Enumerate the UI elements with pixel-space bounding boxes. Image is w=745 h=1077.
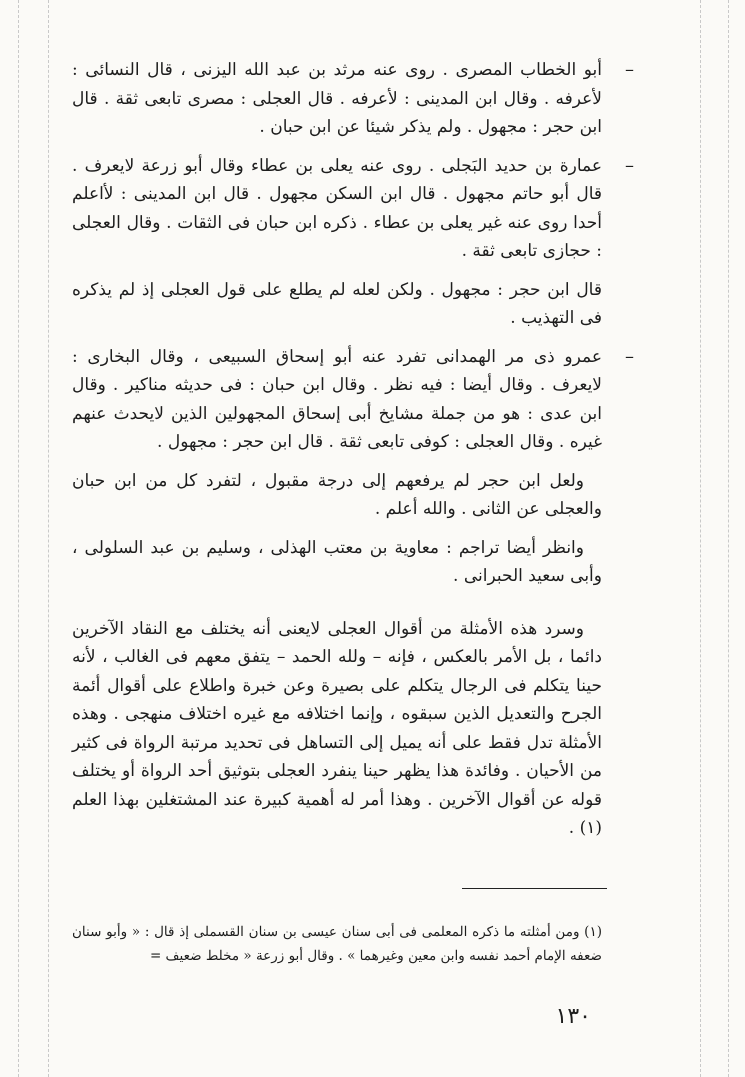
entry-text: عمرو ذى مر الهمدانى تفرد عنه أبو إسحاق السبيعى ، وقال البخارى : لايعرف . وقال أيضا : فيه نظر . وقال ابن حبان : فى حديثه مناكير . وقال ابن عدى : هو من جملة مشايخ أبى إسحاق المجهولين الذين لايحدث عنهم غيره . وقال العجلى : كوفى تابعى ثقة . قال ابن حجر : مجهول . <box>72 346 602 452</box>
scan-guide-line <box>48 0 49 1077</box>
entry-dash: – <box>625 345 634 367</box>
paragraph-ibn-hajar-note: قال ابن حجر : مجهول . ولكن لعله لم يطلع على قول العجلى إذ لم يذكره فى التهذيب . <box>72 279 602 328</box>
entry-text: أبو الخطاب المصرى . روى عنه مرثد بن عبد الله اليزنى ، قال النسائى : لأعرفه . وقال ابن المدينى : لأعرفه . قال العجلى : مصرى تابعى ثقة . قال ابن حجر : مجهول . ولم يذكر شيئا عن ابن حبان . <box>72 60 602 137</box>
paragraph-see-also: وانظر أيضا تراجم : معاوية بن معتب الهذلى ، وسليم بن عبد السلولى ، وأبى سعيد الحبرانى . <box>72 537 602 586</box>
footnote: (١) ومن أمثلته ما ذكره المعلمى فى أبى سنان عيسى بن سنان القسملى إذ قال : « وأبو سنان ضعفه الإمام أحمد نفسه وابن معين وغيرهما » . وقال أبو زرعة « مخلط ضعيف = <box>72 924 602 964</box>
entry-umara-bin-hadid <box>72 152 634 266</box>
entry-abu-al-khattab <box>72 56 634 142</box>
scan-guide-line <box>18 0 19 1077</box>
paragraph-main-discussion: وسرد هذه الأمثلة من أقوال العجلى لايعنى أنه يختلف مع النقاد الآخرين دائما ، بل الأمر بالعكس ، فإنه – ولله الحمد – يتفق معهم فى الغالب ، لأنه حينا يتكلم فى الرجال يتكلم على بصيرة وعن خبرة واطلاع على أقوال أئمة الجرح والتعديل الذين سبقوه ، وإنما اختلافه مع غيره اختلاف منهجى . وهذه الأمثلة تدل فقط على أنه يميل إلى التساهل فى تحديد مرتبة الرواة فى كثير من الأحيان . وفائدة هذا يظهر حينا ينفرد العجلى بتوثيق أحد الرواة أو يختلف قوله عن أقوال الآخرين . وهذا أمر له أهمية كبيرة عند المشتغلين بهذا العلم (١) . <box>72 618 602 838</box>
main-text <box>72 56 634 853</box>
entry-dash: – <box>625 59 634 80</box>
entry-amr-dhi-murr <box>72 343 634 457</box>
spacer <box>72 601 602 615</box>
scan-guide-line <box>700 0 701 1077</box>
paragraph-conclusion: ولعل ابن حجر لم يرفعهم إلى درجة مقبول ، لتفرد كل من ابن حبان والعجلى عن الثانى . والله أعلم . <box>72 470 602 519</box>
entry-text: عمارة بن حديد البَجلى . روى عنه يعلى بن عطاء وقال أبو زرعة لايعرف . قال أبو حاتم مجهول . قال ابن السكن مجهول . قال ابن المدينى : لأاعلم أحدا روى عنه غير يعلى بن عطاء . ذكره ابن حبان فى الثقات . وقال العجلى : حجازى تابعى ثقة . <box>72 155 602 261</box>
entry-dash: – <box>625 154 634 176</box>
scan-guide-line <box>728 0 729 1077</box>
page-number: ١٣٠ <box>555 1004 591 1029</box>
footnote-separator <box>462 888 607 889</box>
